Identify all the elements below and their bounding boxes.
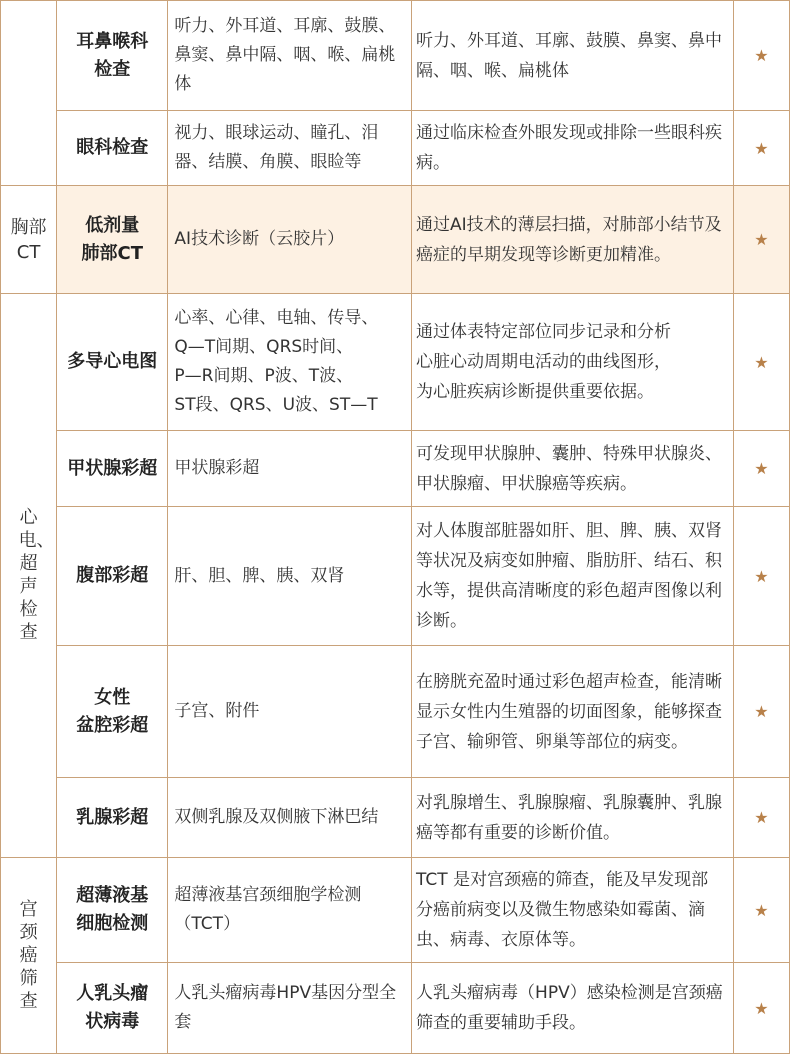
- exam-items: 肝、胆、脾、胰、双肾: [168, 507, 412, 646]
- exam-name: 眼科检查: [57, 111, 168, 186]
- star-icon: ★: [733, 646, 789, 778]
- star-icon: ★: [733, 963, 789, 1054]
- star-icon: ★: [733, 431, 789, 507]
- exam-items: AI技术诊断（云胶片）: [168, 186, 412, 294]
- exam-name: 耳鼻喉科 检查: [57, 1, 168, 111]
- category-ecg-ultrasound: 心电、超声检查: [1, 294, 57, 858]
- exam-description: 在膀胱充盈时通过彩色超声检查，能清晰显示女性内生殖器的切面图象，能够探查子宫、输卵管、卵巢等部位的病变。: [412, 646, 734, 778]
- exam-name: 超薄液基 细胞检测: [57, 858, 168, 963]
- star-icon: ★: [733, 507, 789, 646]
- exam-items: 超薄液基宫颈细胞学检测（TCT）: [168, 858, 412, 963]
- category-cell-empty: [1, 1, 57, 186]
- star-icon: ★: [733, 858, 789, 963]
- exam-description: 通过体表特定部位同步记录和分析 心脏心动周期电活动的曲线图形， 为心脏疾病诊断提供重要依据。: [412, 294, 734, 431]
- star-icon: ★: [733, 1, 789, 111]
- exam-description: 对人体腹部脏器如肝、胆、脾、胰、双肾等状况及病变如肿瘤、脂肪肝、结石、积水等，提供高清晰度的彩色超声图像以利诊断。: [412, 507, 734, 646]
- exam-description: 对乳腺增生、乳腺腺瘤、乳腺囊肿、乳腺癌等都有重要的诊断价值。: [412, 778, 734, 858]
- exam-name: 甲状腺彩超: [57, 431, 168, 507]
- star-icon: ★: [733, 294, 789, 431]
- exam-items: 双侧乳腺及双侧腋下淋巴结: [168, 778, 412, 858]
- star-icon: ★: [733, 186, 789, 294]
- category-chest-ct: 胸部 CT: [1, 186, 57, 294]
- exam-name: 乳腺彩超: [57, 778, 168, 858]
- exam-items: 甲状腺彩超: [168, 431, 412, 507]
- exam-items: 听力、外耳道、耳廓、鼓膜、鼻窦、鼻中隔、咽、喉、扁桃体: [168, 1, 412, 111]
- exam-description: 可发现甲状腺肿、囊肿、特殊甲状腺炎、甲状腺瘤、甲状腺癌等疾病。: [412, 431, 734, 507]
- exam-description: 通过AI技术的薄层扫描，对肺部小结节及癌症的早期发现等诊断更加精准。: [412, 186, 734, 294]
- exam-name: 人乳头瘤 状病毒: [57, 963, 168, 1054]
- exam-items: 视力、眼球运动、瞳孔、泪器、结膜、角膜、眼睑等: [168, 111, 412, 186]
- exam-items: 人乳头瘤病毒HPV基因分型全套: [168, 963, 412, 1054]
- star-icon: ★: [733, 778, 789, 858]
- exam-items: 心率、心律、电轴、传导、 Q—T间期、QRS时间、 P—R间期、P波、T波、 ST段、QRS、U波、ST—T: [168, 294, 412, 431]
- exam-name: 腹部彩超: [57, 507, 168, 646]
- exam-name: 低剂量 肺部CT: [57, 186, 168, 294]
- exam-name: 多导心电图: [57, 294, 168, 431]
- exam-name: 女性 盆腔彩超: [57, 646, 168, 778]
- exam-items: 子宫、附件: [168, 646, 412, 778]
- category-cervical-screening: 宫颈癌筛查: [1, 858, 57, 1054]
- star-icon: ★: [733, 111, 789, 186]
- exam-description: 听力、外耳道、耳廓、鼓膜、鼻窦、鼻中隔、咽、喉、扁桃体: [412, 1, 734, 111]
- exam-description: 人乳头瘤病毒（HPV）感染检测是宫颈癌筛查的重要辅助手段。: [412, 963, 734, 1054]
- exam-description: 通过临床检查外眼发现或排除一些眼科疾病。: [412, 111, 734, 186]
- exam-description: TCT 是对宫颈癌的筛查，能及早发现部分癌前病变以及微生物感染如霉菌、滴虫、病毒、衣原体等。: [412, 858, 734, 963]
